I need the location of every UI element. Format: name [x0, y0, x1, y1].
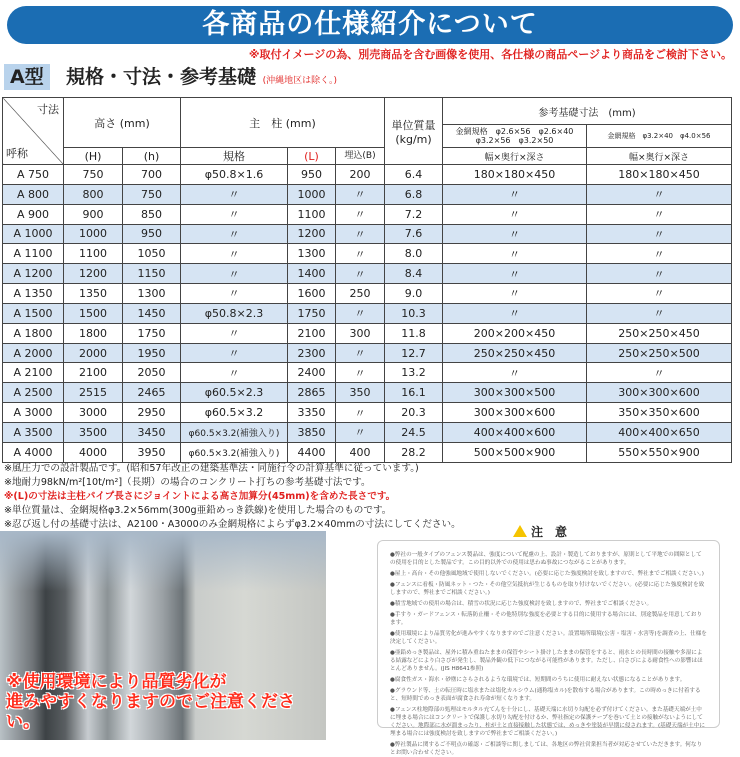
table-cell: 3950	[123, 442, 181, 462]
table-cell: 7.6	[385, 224, 443, 244]
table-cell: 300	[336, 323, 385, 343]
table-cell: 〃	[181, 363, 288, 383]
table-cell: 〃	[336, 224, 385, 244]
table-cell: A 2000	[3, 343, 64, 363]
table-cell: 180×180×450	[587, 165, 732, 185]
table-cell: 250×250×450	[587, 323, 732, 343]
table-cell: 〃	[181, 323, 288, 343]
table-cell: A 900	[3, 204, 64, 224]
table-cell: 2300	[288, 343, 336, 363]
table-cell: 〃	[336, 422, 385, 442]
table-cell: 400	[336, 442, 385, 462]
table-cell: 〃	[587, 303, 732, 323]
table-cell: 〃	[336, 264, 385, 284]
corner-header	[3, 98, 64, 165]
table-cell: 550×550×900	[587, 442, 732, 462]
table-cell: 4000	[64, 442, 123, 462]
table-body	[3, 165, 732, 463]
caution-box	[377, 540, 720, 756]
height-header: 高さ (mm)	[64, 98, 181, 148]
table-cell: A 3500	[3, 422, 64, 442]
table-cell: 28.2	[385, 442, 443, 462]
table-row	[3, 224, 732, 244]
corner-bottom: 呼称	[6, 147, 28, 160]
table-cell: 850	[123, 204, 181, 224]
caution-item: ●屋上・高台・その他強風地域で使用しないでください。(必要に応じた強度検討を致しますので、弊社までご相談ください。)	[390, 571, 704, 577]
table-row	[3, 363, 732, 383]
table-cell: 〃	[336, 303, 385, 323]
weight-header	[385, 98, 443, 165]
table-cell: 1450	[123, 303, 181, 323]
table-cell: 2865	[288, 383, 336, 403]
dim-header-1: 幅×奥行×深さ	[443, 148, 587, 165]
table-cell: 〃	[336, 363, 385, 383]
foundation-spec-2: 金網規格 φ3.2×40 φ4.0×56	[587, 125, 732, 148]
table-cell: 7.2	[385, 204, 443, 224]
table-cell: 13.2	[385, 363, 443, 383]
photo-background	[0, 531, 326, 591]
table-cell: 1800	[64, 323, 123, 343]
table-cell: 〃	[336, 244, 385, 264]
table-cell: A 750	[3, 165, 64, 185]
caution-item: ●使用環境により品質劣化が進みやすくなりますのでご注意ください。設置場所環境(公害・塩害・水害等)を調査の上、仕様を決定してください。	[390, 631, 707, 645]
table-row	[3, 323, 732, 343]
table-cell: 9.0	[385, 284, 443, 304]
H-header: (H)	[64, 148, 123, 165]
table-cell: 400×400×650	[587, 422, 732, 442]
notes	[4, 462, 461, 532]
table-cell: A 800	[3, 184, 64, 204]
table-cell: 〃	[336, 204, 385, 224]
table-row	[3, 184, 732, 204]
table-cell: 6.4	[385, 165, 443, 185]
table-row	[3, 422, 732, 442]
note-3: ※(L)の寸法は主柱パイプ長さにジョイントによる高さ加算分(45mm)を含めた長さです。	[4, 491, 396, 502]
table-cell: 300×300×500	[443, 383, 587, 403]
table-cell: 〃	[181, 264, 288, 284]
table-cell: 〃	[336, 343, 385, 363]
table-cell: 1400	[288, 264, 336, 284]
table-cell: 2000	[64, 343, 123, 363]
table-cell: A 3000	[3, 403, 64, 423]
table-cell: 950	[288, 165, 336, 185]
table-cell: 1200	[288, 224, 336, 244]
table-cell: 2400	[288, 363, 336, 383]
table-cell: 1500	[64, 303, 123, 323]
table-cell: 1100	[288, 204, 336, 224]
table-cell: 〃	[443, 204, 587, 224]
table-cell: 〃	[336, 184, 385, 204]
table-cell: 250×250×450	[443, 343, 587, 363]
table-cell: 〃	[181, 343, 288, 363]
table-cell: 16.1	[385, 383, 443, 403]
table-cell: 2950	[123, 403, 181, 423]
table-cell: 1750	[288, 303, 336, 323]
table-cell: 8.0	[385, 244, 443, 264]
table-cell: 1950	[123, 343, 181, 363]
caption-line-1: ※使用環境により品質劣化が	[6, 672, 227, 692]
h-header: (h)	[123, 148, 181, 165]
table-cell: 〃	[443, 224, 587, 244]
table-cell: 1350	[64, 284, 123, 304]
table-cell: A 1350	[3, 284, 64, 304]
table-cell: A 1500	[3, 303, 64, 323]
table-cell: 950	[123, 224, 181, 244]
table-row	[3, 442, 732, 462]
table-cell: 8.4	[385, 264, 443, 284]
table-cell: 2100	[64, 363, 123, 383]
caution-item: ●フェンス柱地際部の処理はモルタル充てんを十分にし、基礎天端に水切り勾配を必ず付けてください。また基礎天端が土中に埋まる場合にはコンクリートで保護し水切り勾配を付けるか、弊社指定の保護テープを巻いて土との接触がないようにしてください。地際部に水が溜まったり、柱が土と直接接触した状態では、めっきや塗装が早期に侵されます。(基礎天端が土中に埋まる場合には強度検討を致しますので弊社までご相談ください。)	[390, 707, 705, 737]
foundation-header: 参考基礎寸法 (mm)	[443, 98, 732, 125]
table-cell: 〃	[443, 303, 587, 323]
table-cell: A 1800	[3, 323, 64, 343]
table-cell: 3500	[64, 422, 123, 442]
caution-item: ●亜鉛めっき製品は、屋外に積み重ねたままの保管やシート掛けしたままの保管をすると、雨水との長時間の接触や多湿による結露などにより白さびが発生し、製品外観の低下につながる可能性があります。ただし、白さびによる耐食性への影響はほとんどありません。(JIS H8641参照)	[390, 650, 703, 672]
section-title	[66, 64, 337, 94]
note-5: ※忍び返し付の基礎寸法は、A2100・A3000のみ金網規格によらずφ3.2×40mmの寸法にしてください。	[4, 519, 461, 530]
table-cell: 400×400×600	[443, 422, 587, 442]
table-cell: 〃	[181, 204, 288, 224]
table-cell: 1050	[123, 244, 181, 264]
section-title-text: 規格・寸法・参考基礎	[66, 66, 257, 88]
table-cell: 〃	[587, 264, 732, 284]
table-cell: 〃	[181, 244, 288, 264]
table-cell: 2100	[288, 323, 336, 343]
table-cell: A 1200	[3, 264, 64, 284]
table-cell: 〃	[587, 244, 732, 264]
table-cell: 250	[336, 284, 385, 304]
table-cell: A 2500	[3, 383, 64, 403]
spec-header: 規格	[181, 148, 288, 165]
table-cell: 10.3	[385, 303, 443, 323]
caption-line-2: 進みやすくなりますのでご注意ください。	[6, 692, 295, 732]
table-cell: A 1100	[3, 244, 64, 264]
caution-item: ●フェンスに看板・防風ネット・つた・その他空気抵抗が生じるものを取り付けないでください。(必要に応じた強度検討を致しますので、弊社までご相談ください。)	[390, 582, 705, 596]
table-cell: 250×250×500	[587, 343, 732, 363]
table-cell: 2050	[123, 363, 181, 383]
table-cell: 〃	[587, 363, 732, 383]
table-cell: 1300	[288, 244, 336, 264]
table-cell: 〃	[587, 284, 732, 304]
table-cell: 〃	[443, 264, 587, 284]
table-cell: 900	[64, 204, 123, 224]
table-row	[3, 343, 732, 363]
table-cell: A 2100	[3, 363, 64, 383]
B-header: 埋込(B)	[336, 148, 385, 165]
dim-header-2: 幅×奥行×深さ	[587, 148, 732, 165]
table-cell: 800	[64, 184, 123, 204]
table-cell: 350	[336, 383, 385, 403]
caution-title	[505, 523, 575, 540]
table-cell: 24.5	[385, 422, 443, 442]
table-cell: 1150	[123, 264, 181, 284]
table-cell: 12.7	[385, 343, 443, 363]
table-cell: 300×300×600	[587, 383, 732, 403]
L-header: (L)	[288, 148, 336, 165]
table-cell: 〃	[587, 184, 732, 204]
table-cell: 180×180×450	[443, 165, 587, 185]
table-cell: 1200	[64, 264, 123, 284]
table-cell: 200×200×450	[443, 323, 587, 343]
table-row	[3, 403, 732, 423]
foundation-spec-1: 金網規格 φ2.6×56 φ2.6×40 φ3.2×56 φ3.2×50	[443, 125, 587, 148]
table-cell: A 1000	[3, 224, 64, 244]
table-row	[3, 264, 732, 284]
table-cell: 350×350×600	[587, 403, 732, 423]
table-cell: 1100	[64, 244, 123, 264]
caution-item: ●積雪地域での使用の場合は、積雪の状況に応じた強度検討を致しますので、弊社までご相談ください。	[390, 601, 653, 607]
weight-label: 単位質量	[391, 118, 436, 132]
spec-table	[2, 97, 732, 463]
table-cell: 11.8	[385, 323, 443, 343]
table-cell: 3350	[288, 403, 336, 423]
table-cell: φ60.5×3.2	[181, 403, 288, 423]
table-cell: 2465	[123, 383, 181, 403]
table-cell: A 4000	[3, 442, 64, 462]
table-cell: 〃	[181, 224, 288, 244]
table-cell: 3000	[64, 403, 123, 423]
corner-top: 寸法	[37, 103, 59, 116]
table-cell: 2515	[64, 383, 123, 403]
table-cell: 〃	[443, 244, 587, 264]
table-row	[3, 284, 732, 304]
table-cell: 6.8	[385, 184, 443, 204]
table-cell: 1000	[64, 224, 123, 244]
table-cell: 3850	[288, 422, 336, 442]
table-cell: 750	[123, 184, 181, 204]
note-1: ※風圧力での設計製品です。(昭和57年改正の建築基準法・同施行令の計算基準に従っています。)	[4, 463, 419, 474]
table-cell: 1750	[123, 323, 181, 343]
table-cell: 〃	[443, 184, 587, 204]
table-row	[3, 383, 732, 403]
table-cell: 1600	[288, 284, 336, 304]
table-cell: φ50.8×1.6	[181, 165, 288, 185]
table-cell: 〃	[587, 224, 732, 244]
table-row	[3, 204, 732, 224]
table-cell: 1000	[288, 184, 336, 204]
type-label: A型	[4, 64, 50, 90]
section-note: (沖縄地区は除く。)	[262, 76, 337, 86]
image-note: ※取付イメージの為、別売商品を含む画像を使用、各仕様の商品ページより商品をご検討下さい。	[248, 48, 732, 61]
table-cell: 〃	[587, 204, 732, 224]
table-cell: 200	[336, 165, 385, 185]
note-4: ※単位質量は、金網規格φ3.2×56mm(300g亜鉛めっき鉄線)を使用した場合のものです。	[4, 505, 392, 516]
table-cell: 〃	[443, 284, 587, 304]
corroded-post-photo	[0, 531, 326, 740]
caution-item: ●手すり・ガードフェンス・転落防止柵・その他特別な強度を必要とする目的に使用する場合には、別途製品を用意しております。	[390, 612, 702, 626]
post-header: 主 柱 (mm)	[181, 98, 385, 148]
note-2: ※地耐力98kN/m²[10t/m²]（長期）の場合のコンクリート打ちの参考基礎寸法です。	[4, 477, 371, 488]
caution-title-text: 注 意	[531, 525, 568, 539]
photo-caption	[6, 672, 326, 732]
table-cell: 〃	[181, 184, 288, 204]
table-cell: 3450	[123, 422, 181, 442]
table-cell: 500×500×900	[443, 442, 587, 462]
table-cell: 20.3	[385, 403, 443, 423]
table-row	[3, 244, 732, 264]
caution-item: ●腐食性ガス・海水・砂塵にさらされるような環境では、短期間のうちに使用に耐えない状態になることがあります。	[390, 677, 686, 683]
caution-item: ●弊社の一般タイプのフェンス製品は、強度について配慮の上、設計・製造しておりますが、原則として平地での囲障としての使用を目的とした製品です。この目的以外での使用は思わぬ事故につながることがあります。	[390, 552, 702, 566]
table-cell: 〃	[181, 284, 288, 304]
table-row	[3, 303, 732, 323]
table-cell: φ60.5×2.3	[181, 383, 288, 403]
table-cell: 300×300×600	[443, 403, 587, 423]
table-cell: 700	[123, 165, 181, 185]
table-cell: 1300	[123, 284, 181, 304]
weight-unit: (kg/m)	[395, 132, 432, 146]
table-cell: 〃	[336, 403, 385, 423]
table-cell: 4400	[288, 442, 336, 462]
page-title-banner: 各商品の仕様紹介について	[7, 6, 733, 44]
table-row	[3, 165, 732, 185]
table-cell: φ60.5×3.2(補強入り)	[181, 422, 288, 442]
table-cell: φ50.8×2.3	[181, 303, 288, 323]
table-cell: φ60.5×3.2(補強入り)	[181, 442, 288, 462]
caution-item: ●グラウンド等、土の転圧時に塩水または塩化カルシウム(通称塩カル)を散布する場合があります。この時めっきに付着すると、短時間でめっき表面が腐食され寿命が短くなります。	[390, 688, 701, 702]
table-cell: 〃	[443, 363, 587, 383]
table-cell: 750	[64, 165, 123, 185]
warning-triangle-icon	[513, 525, 527, 537]
caution-item: ●弊社製品に関するご不明点の確認・ご相談等に関しましては、各地区の弊社営業担当者が対応させていただきます。何なりとお問い合わせください。	[390, 742, 703, 756]
